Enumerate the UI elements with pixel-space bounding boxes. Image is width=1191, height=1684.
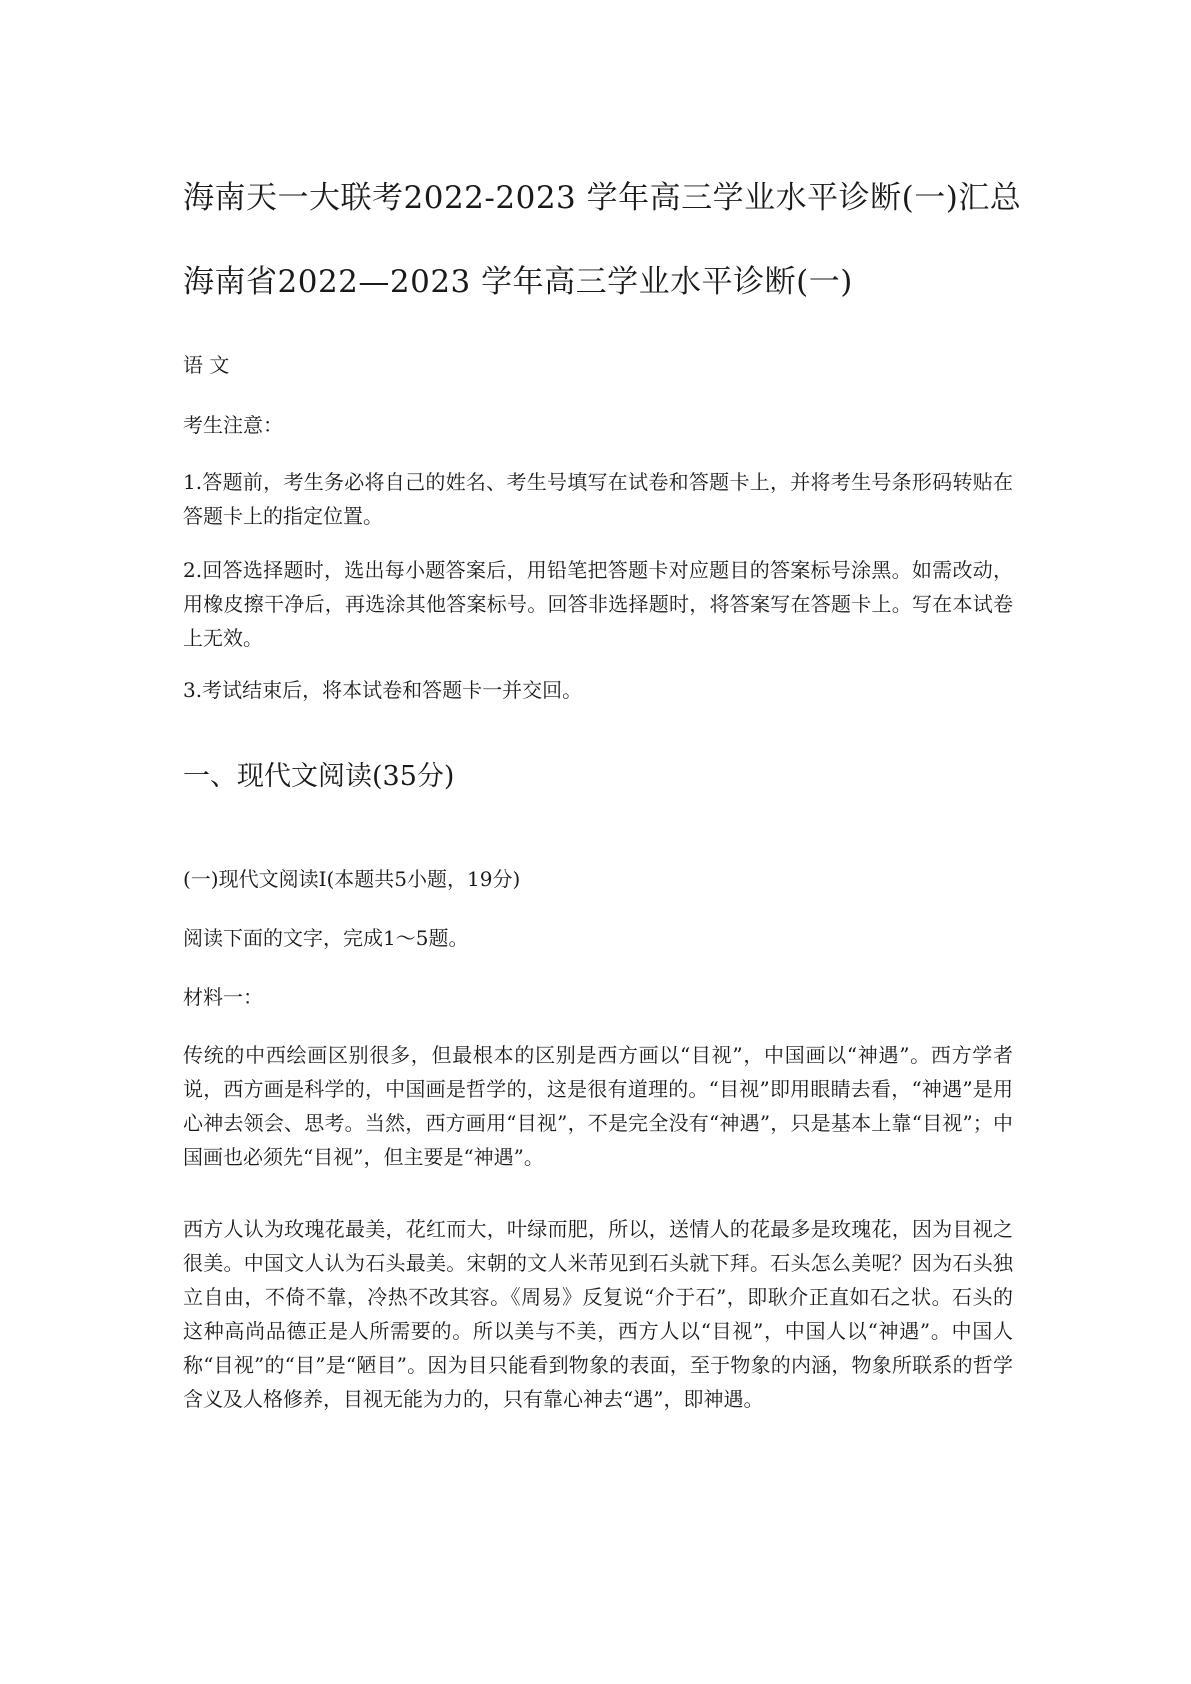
material-label: 材料一： xyxy=(183,985,263,1009)
subsection-heading: (一)现代文阅读Ⅰ(本题共5小题，19分) xyxy=(183,867,521,891)
body-paragraph: 西方人认为玫瑰花最美，花红而大，叶绿而肥，所以，送情人的花最多是玫瑰花，因为目视之很美。中国文人认为石头最美。宋朝的文人米芾见到石头就下拜。石头怎么美呢？因为石头独立自由，不倚不靠，冷热不改其容。《周易》反复说“介于石”，即耿介正直如石之状。石头的这种高尚品德正是人所需要的。所以美与不美，西方人以“目视”，中国人以“神遇”。中国人称“目视”的“目”是“陋目”。因为目只能看到物象的表面，至于物象的内涵，物象所联系的哲学含义及人格修养，目视无能为力的，只有靠心神去“遇”，即神遇。 xyxy=(183,1217,1013,1411)
notice-item: 1.答题前，考生务必将自己的姓名、考生号填写在试卷和答题卡上，并将考生号条形码转贴在答题卡上的指定位置。 xyxy=(183,470,1013,528)
body-paragraph: 传统的中西绘画区别很多，但最根本的区别是西方画以“目视”，中国画以“神遇”。西方学者说，西方画是科学的，中国画是哲学的，这是很有道理的。“目视”即用眼睛去看，“神遇”是用心神去领会、思考。当然，西方画用“目视”，不是完全没有“神遇”，只是基本上靠“目视”；中国画也必须先“目视”，但主要是“神遇”。 xyxy=(183,1043,1013,1169)
reading-instruction: 阅读下面的文字，完成1～5题。 xyxy=(183,926,469,950)
document-title: 海南天一大联考2022-2023 学年高三学业水平诊断(一)汇总 xyxy=(183,180,1022,216)
notice-item: 3.考试结束后，将本试卷和答题卡一并交回。 xyxy=(183,678,583,702)
notice-heading: 考生注意： xyxy=(183,413,283,437)
notice-item: 2.回答选择题时，选出每小题答案后，用铅笔把答题卡对应题目的答案标号涂黑。如需改动，用橡皮擦干净后，再选涂其他答案标号。回答非选择题时，将答案写在答题卡上。写在本试卷上无效。 xyxy=(183,558,1013,650)
subject-label: 语 文 xyxy=(183,353,230,377)
section-heading: 一、现代文阅读(35分) xyxy=(183,761,455,792)
exam-subtitle: 海南省2022—2023 学年高三学业水平诊断(一) xyxy=(183,264,853,300)
